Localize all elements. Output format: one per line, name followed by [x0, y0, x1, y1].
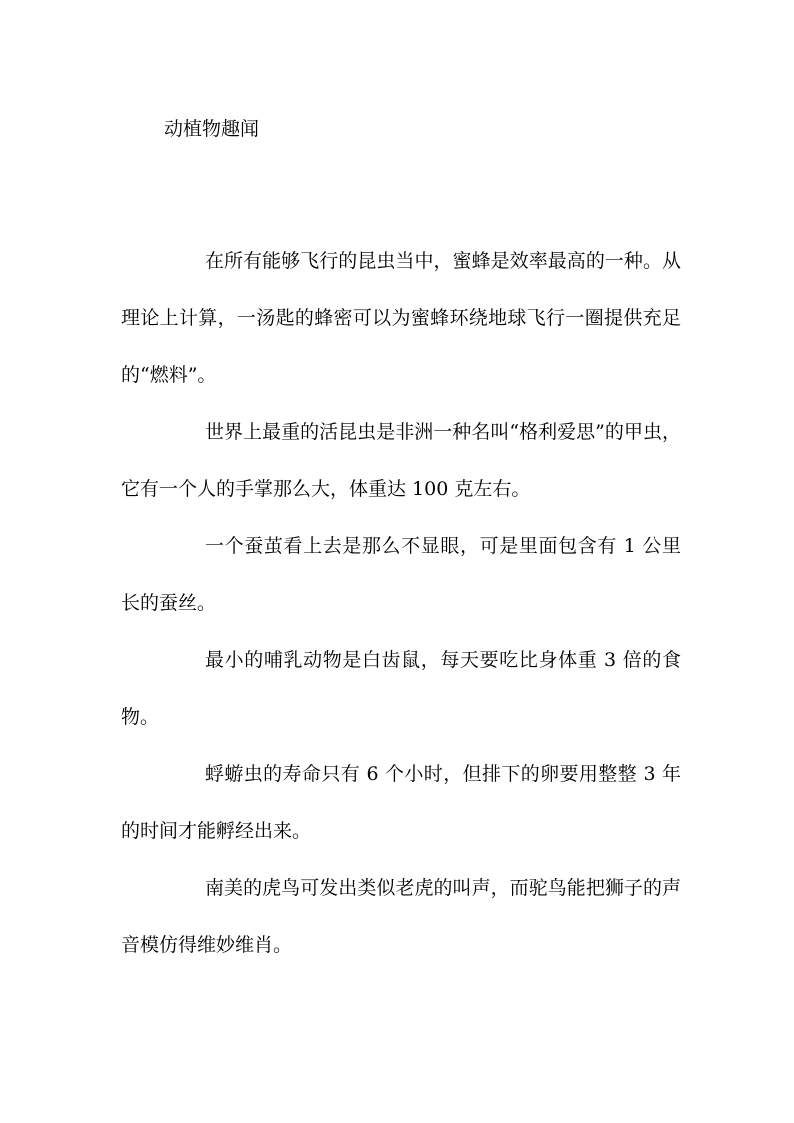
paragraph-mayfly-lifespan: 蜉蝣虫的寿命只有 6 个小时，但排下的卵要用整整 3 年的时间才能孵经出来。 — [121, 763, 681, 842]
paragraph-bird-mimicry: 南美的虎鸟可发出类似老虎的叫声，而驼鸟能把狮子的声音模仿得维妙维肖。 — [121, 877, 681, 956]
paragraph-smallest-mammal: 最小的哺乳动物是白齿鼠，每天要吃比身体重 3 倍的食物。 — [121, 649, 681, 728]
document-title: 动植物趣闻 — [164, 118, 260, 140]
paragraph-heaviest-insect: 世界上最重的活昆虫是非洲一种名叫“格利爱思”的甲虫，它有一个人的手掌那么大，体重达 100 克左右。 — [121, 421, 681, 500]
paragraph-bee-efficiency: 在所有能够飞行的昆虫当中，蜜蜂是效率最高的一种。从理论上计算，一汤匙的蜂密可以为蜜蜂环绕地球飞行一圈提供充足的“燃料”。 — [121, 250, 681, 386]
paragraph-silk-cocoon: 一个蚕茧看上去是那么不显眼，可是里面包含有 1 公里长的蚕丝。 — [121, 535, 681, 614]
document-body — [121, 233, 681, 974]
